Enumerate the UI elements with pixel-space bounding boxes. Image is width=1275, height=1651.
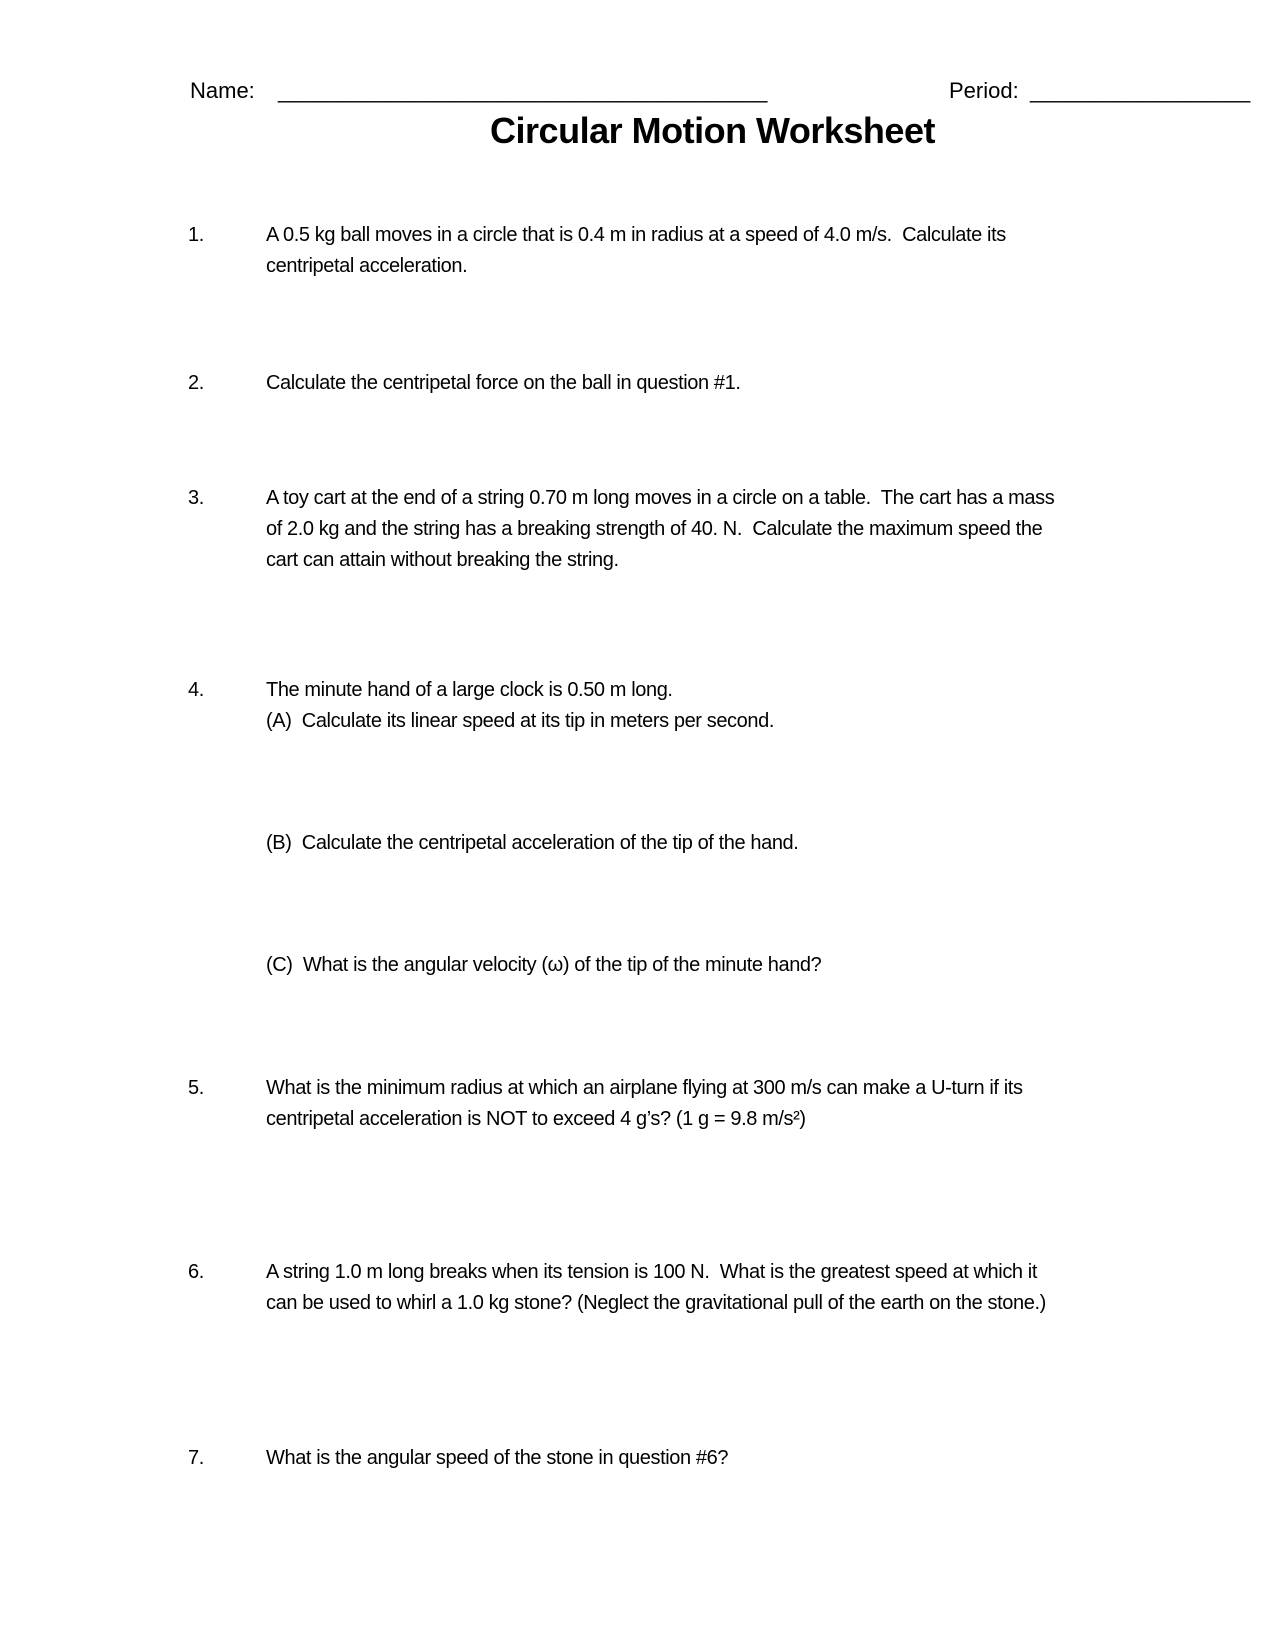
question-2 — [188, 368, 741, 399]
name-blank-line: ________________________________________ — [278, 78, 768, 103]
question-4-text — [266, 675, 774, 737]
question-4-part-b — [266, 828, 798, 859]
question-line: (C) What is the angular velocity (ω) of the tip of the minute hand? — [266, 954, 822, 976]
question-line: What is the angular speed of the stone in question #6? — [266, 1447, 729, 1469]
question-line: centripetal acceleration is NOT to exceed 4 g’s? (1 g = 9.8 m/s²) — [266, 1108, 806, 1130]
question-line: The minute hand of a large clock is 0.50 m long. — [266, 679, 673, 701]
question-line: can be used to whirl a 1.0 kg stone? (Neglect the gravitational pull of the earth on the stone.) — [266, 1292, 1046, 1314]
question-line: of 2.0 kg and the string has a breaking strength of 40. N. Calculate the maximum speed the — [266, 518, 1043, 540]
question-1-number: 1. — [188, 224, 204, 246]
period-label: Period: — [949, 78, 1019, 103]
question-4-number: 4. — [188, 679, 204, 701]
question-line: Calculate the centripetal force on the ball in question #1. — [266, 372, 741, 394]
question-6 — [188, 1257, 1046, 1319]
question-part-a: (A) Calculate its linear speed at its tip in meters per second. — [266, 710, 774, 732]
question-5 — [188, 1073, 1023, 1135]
question-4-part-c — [266, 950, 821, 981]
question-5-number: 5. — [188, 1077, 204, 1099]
name-label: Name: — [190, 78, 255, 103]
question-line: cart can attain without breaking the string. — [266, 549, 619, 571]
question-line: (B) Calculate the centripetal acceleration of the tip of the hand. — [266, 832, 799, 854]
question-7 — [188, 1443, 728, 1474]
question-1 — [188, 220, 1006, 282]
question-3-text — [266, 483, 1054, 576]
period-blank-line: __________________ — [1030, 78, 1251, 103]
question-3-number: 3. — [188, 487, 204, 509]
question-2-number: 2. — [188, 372, 204, 394]
question-1-text — [266, 220, 1006, 282]
question-line: What is the minimum radius at which an airplane flying at 300 m/s can make a U-turn if its — [266, 1077, 1023, 1099]
page-title: Circular Motion Worksheet — [490, 110, 935, 151]
question-4 — [188, 675, 774, 737]
question-line: A string 1.0 m long breaks when its tension is 100 N. What is the greatest speed at which it — [266, 1261, 1037, 1283]
question-6-text — [266, 1257, 1046, 1319]
header-row — [0, 76, 1275, 108]
question-6-number: 6. — [188, 1261, 204, 1283]
question-7-number: 7. — [188, 1447, 204, 1469]
question-line: A 0.5 kg ball moves in a circle that is 0.4 m in radius at a speed of 4.0 m/s. Calculate its — [266, 224, 1006, 246]
question-3 — [188, 483, 1054, 576]
question-line: centripetal acceleration. — [266, 255, 468, 277]
question-5-text — [266, 1073, 1023, 1135]
question-7-text — [266, 1443, 728, 1474]
question-line: A toy cart at the end of a string 0.70 m long moves in a circle on a table. The cart has a mass — [266, 487, 1055, 509]
question-2-text — [266, 368, 741, 399]
